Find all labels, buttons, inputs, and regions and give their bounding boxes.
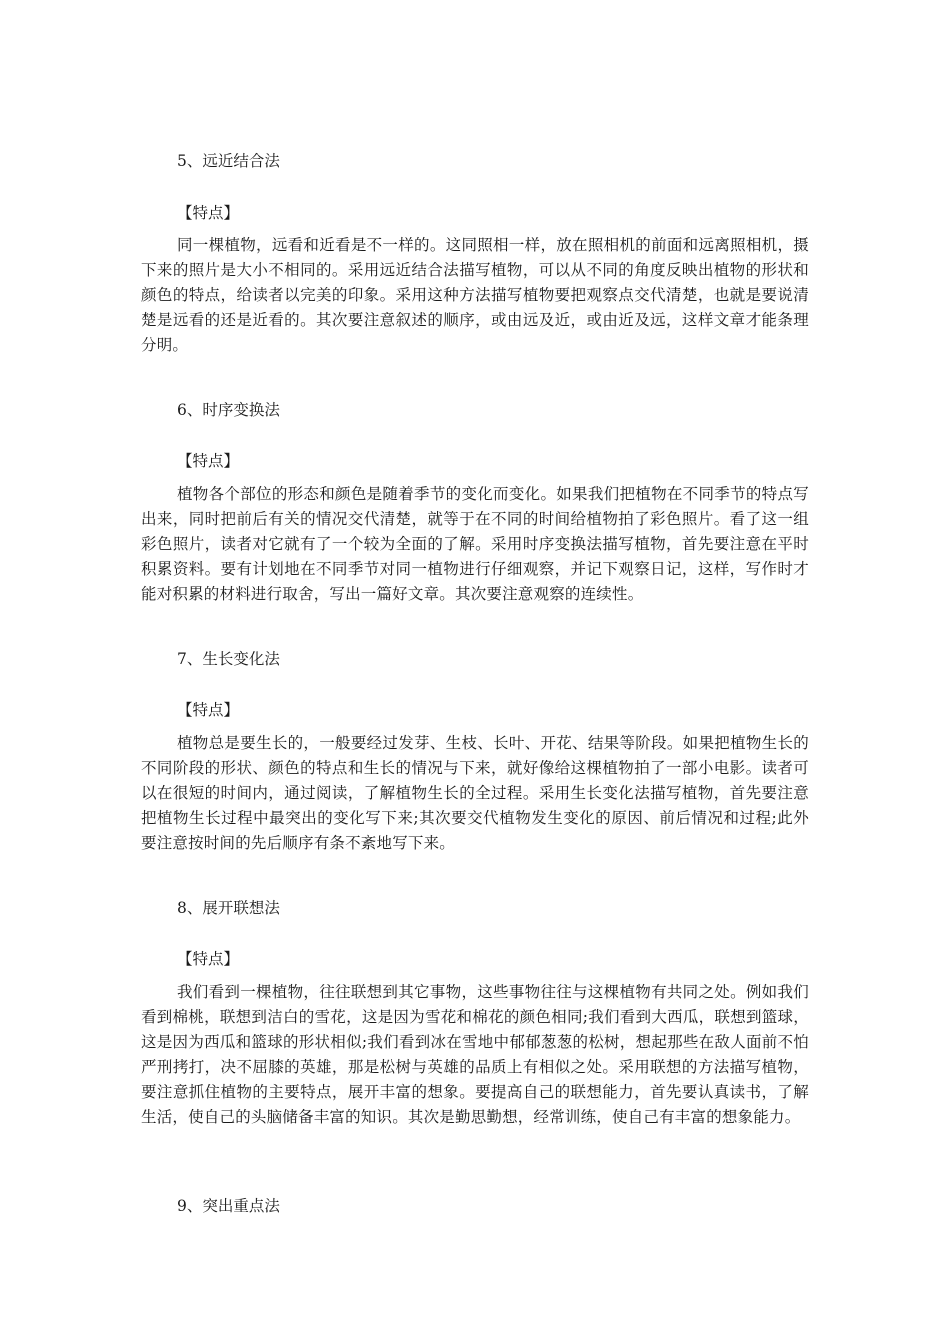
section-paragraph-5: 同一棵植物，远看和近看是不一样的。这同照相一样，放在照相机的前面和远离照相机，摄下来的照片是大小不相同的。采用远近结合法描写植物，可以从不同的角度反映出植物的形状和颜色的特点，给读者以完美的印象。采用这种方法描写植物要把观察点交代清楚，也就是要说清楚是远看的还是近看的。其次要注意叙述的顺序，或由远及近，或由近及远，这样文章才能条理分明。 — [141, 236, 809, 354]
feature-tag: 【特点】 — [177, 701, 240, 719]
section-heading-6: 6、时序变换法 — [177, 401, 280, 419]
feature-tag: 【特点】 — [177, 950, 240, 968]
section-heading-9: 9、突出重点法 — [177, 1197, 280, 1215]
section-paragraph-8: 我们看到一棵植物，往往联想到其它事物，这些事物往往与这棵植物有共同之处。例如我们看到棉桃，联想到洁白的雪花，这是因为雪花和棉花的颜色相同;我们看到大西瓜，联想到篮球，这是因为西瓜和篮球的形状相似;我们看到冰在雪地中郁郁葱葱的松树，想起那些在敌人面前不怕严刑拷打，决不屈膝的英雄，那是松树与英雄的品质上有相似之处。采用联想的方法描写植物，要注意抓住植物的主要特点，展开丰富的想象。要提高自己的联想能力，首先要认真读书，了解生活，使自己的头脑储备丰富的知识。其次是勤思勤想，经常训练，使自己有丰富的想象能力。 — [141, 983, 809, 1126]
feature-tag: 【特点】 — [177, 204, 240, 222]
section-heading-8: 8、展开联想法 — [177, 899, 280, 917]
feature-tag: 【特点】 — [177, 452, 240, 470]
section-heading-7: 7、生长变化法 — [177, 650, 280, 668]
section-paragraph-6: 植物各个部位的形态和颜色是随着季节的变化而变化。如果我们把植物在不同季节的特点写出来，同时把前后有关的情况交代清楚，就等于在不同的时间给植物拍了彩色照片。看了这一组彩色照片，读者对它就有了一个较为全面的了解。采用时序变换法描写植物，首先要注意在平时积累资料。要有计划地在不同季节对同一植物进行仔细观察，并记下观察日记，这样，写作时才能对积累的材料进行取舍，写出一篇好文章。其次要注意观察的连续性。 — [141, 485, 809, 603]
section-heading-5: 5、远近结合法 — [177, 152, 280, 170]
section-paragraph-7: 植物总是要生长的，一般要经过发芽、生枝、长叶、开花、结果等阶段。如果把植物生长的不同阶段的形状、颜色的特点和生长的情况与下来，就好像给这棵植物拍了一部小电影。读者可以在很短的时间内，通过阅读，了解植物生长的全过程。采用生长变化法描写植物，首先要注意把植物生长过程中最突出的变化写下来;其次要交代植物发生变化的原因、前后情况和过程;此外要注意按时间的先后顺序有条不紊地写下来。 — [141, 734, 809, 852]
